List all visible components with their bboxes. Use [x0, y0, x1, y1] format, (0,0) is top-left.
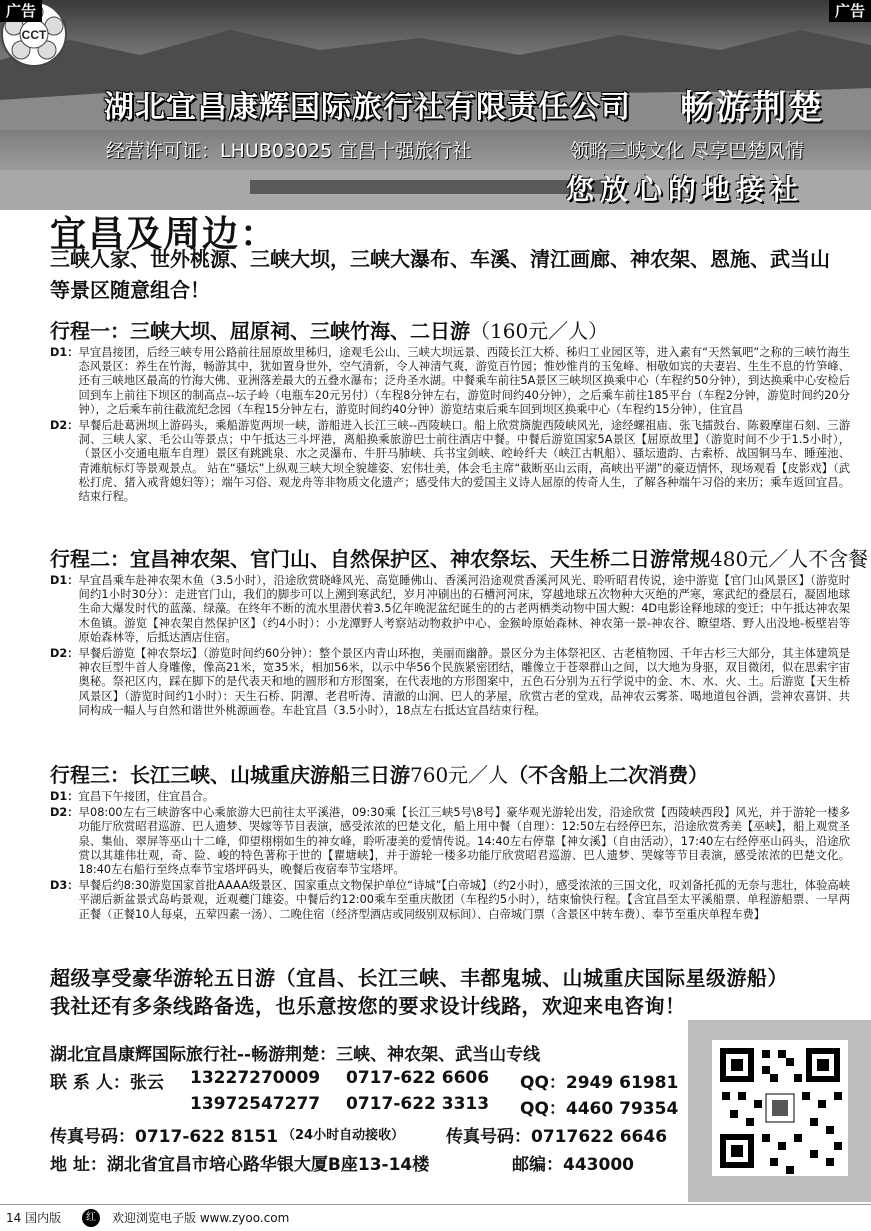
- license-text: 经营许可证：LHUB03025 宜昌十强旅行社: [106, 140, 472, 162]
- route-1: [50, 318, 850, 504]
- route-price-note: （不含船上二次消费）: [508, 763, 709, 787]
- itinerary-day: [50, 346, 850, 417]
- promo-custom: 我社还有多条线路备选，也乐意按您的要求设计线路，欢迎来电咨询！: [50, 994, 686, 1018]
- fax-row: [50, 1122, 690, 1147]
- day-label: D2：: [50, 647, 79, 661]
- route-name: 行程三：长江三峡、山城重庆游船三日游: [50, 763, 410, 787]
- footer-welcome: 欢迎浏览电子版 www.zyoo.com: [112, 1211, 290, 1225]
- fax-number: 传真号码：0717-622 8151: [50, 1127, 279, 1147]
- day-label: D3：: [50, 879, 79, 893]
- logo-text: CCT: [21, 28, 47, 42]
- itinerary-day: [50, 419, 850, 504]
- ad-tag-left: 广告: [0, 0, 42, 22]
- mobile-number: 13227270009: [190, 1068, 321, 1088]
- qq-number: QQ：4460 79354: [520, 1099, 679, 1119]
- day-label: D1：: [50, 790, 79, 803]
- day-label: D1：: [50, 346, 79, 359]
- route-name: 行程一：三峡大坝、屈原祠、三峡竹海、二日游: [50, 319, 470, 343]
- itinerary-day: [50, 574, 850, 645]
- route-3: [50, 762, 850, 922]
- day-text: 早餐后约8:30游览国家首批AAAA级景区、国家重点文物保护单位“诗城”【白帝城】（约2小时），感受浓浓的三国文化，叹刘备托孤的无奈与悲壮，体验高峡平湖后新盆景式岛屿景观，近观夔门雄姿。中餐后约12:00乘车至重庆散团（车程约5小时），结束愉快行程。【含宜昌至太平溪船票、单程游船票、一早两正餐（正餐10人每桌，五荤四素一汤）、二晚住宿（经济型酒店或同级别双标间）、白帝城门票（含景区中转车费）、奉节至重庆单程车费】: [78, 879, 850, 921]
- route-title: [50, 546, 869, 572]
- route-name: 行程二：宜昌神农架、官门山、自然保护区、神农祭坛、天生桥二日游常规: [50, 547, 710, 571]
- area-description: 三峡人家、世外桃源、三峡大坝，三峡大瀑布、车溪、清江画廊、神农架、恩施、武当山等景区随意组合！: [50, 247, 830, 302]
- postcode: 邮编：443000: [512, 1155, 634, 1175]
- slogan-main: 畅游荆楚: [680, 88, 824, 128]
- phone-number: 0717-622 6606: [346, 1068, 490, 1088]
- slogan-culture: 领略三峡文化 尽享巴楚风情: [570, 140, 805, 162]
- day-text: 早宜昌接团，后经三峡专用公路前往屈原故里秭归，途观毛公山、三峡大坝远景、西陵长江大桥、秭归工业园区等，进入素有“天然氧吧”之称的三峡竹海生态风景区：养生在竹海，畅游其中，犹如置身世外，空气清新，令人神清气爽，游览百竹园；惟妙惟肖的玉兔峰、相敬如宾的夫妻岩、生生不息的竹笋峰、还有三峡地区最高的竹海大佛、亚洲落差最大的五叠水瀑布；泛舟圣水湖。中餐乘车前往5A景区三峡坝区换乘中心（车程约50分钟），到达换乘中心安检后回到车上前往下坝区的制高点--坛子岭（电瓶车20元另付）（车程8分钟左右，游览时间约40分钟），之后乘车前往185平台（车程2分钟，游览时间约20分钟），之后乘车前往截流纪念园（车程15分钟左右，游览时间约40分钟）游览结束后乘车回到坝区换乘中心（车程约15分钟），住宜昌: [78, 346, 850, 416]
- wechat-qr-code: [688, 1020, 871, 1202]
- page-number: 14 国内版: [6, 1211, 62, 1225]
- day-text: 早餐后赴葛洲坝上游码头，乘船游览两坝一峡，游船进入长江三峡--西陵峡口。船上欣赏旖旎西陵峡风光，途经螺祖庙、张飞擂鼓台、陈毅摩崖石刻、三游洞、三峡人家、毛公山等景点；中午抵达三斗坪港，离船换乘旅游巴士前往酒店中餐。中餐后游览国家5A景区【屈原故里】（游览时间不少于1.5小时），（景区小交通电瓶车自理）景区有跳跳泉、水之灵瀑布、牛肝马肺峡、兵书宝剑峡、崆岭纤夫（峡江古帆船）、骚坛遗韵、古索桥、战国铜马车、睡莲池、青滩航标灯等景观景点。 站在“骚坛”上纵观三峡大坝全貌雄姿、宏伟壮美，体会毛主席“截断巫山云雨，高峡出平湖”的豪迈情怀，现场观看【皮影戏】（武松打虎、猪入戒背媳妇等）；端午习俗、观龙舟等非物质文化遗产；感受伟大的爱国主义诗人屈原的传奇人生，了解各种端午习俗的来历；乘车返回宜昌。结束行程。: [78, 419, 850, 504]
- ad-tag-right: 广告: [829, 0, 871, 22]
- slogan-reliable: 您放心的地接社: [566, 173, 805, 206]
- page-footer: [0, 1204, 871, 1231]
- phone-number: 0717-622 3313: [346, 1094, 490, 1114]
- day-label: D1：: [50, 574, 79, 587]
- mobile-number: 13972547277: [190, 1094, 321, 1114]
- qr-code-icon: [688, 1020, 871, 1202]
- fax-note: （24小时自动接收）: [282, 1128, 405, 1143]
- qq-number: QQ：2949 61981: [520, 1073, 679, 1093]
- route-price: 760元／人: [410, 763, 509, 787]
- day-text: 早餐后游览【神农祭坛】（游览时间约60分钟）：整个景区内青山环抱，美丽而幽静。景区分为主体祭祀区、古老植物园、千年古杉三大部分，其主体建筑是神农巨型牛首人身雕像，像高21米，宽35米，相加56米，以示中华56个民族紧密团结，雕像立于苍翠群山之间，以大地为身驱，双目微闭，似在思索宇宙奥秘。祭祀区内，踩在脚下的是代表天和地的圆形和方形图案，在代表地的方形图案中，五色石分别为五行学说中的金、木、水、火、土。后游览【天生桥风景区】（游览时间约1小时）：天生石桥、阴潭、老君听涛、清澈的山涧、巴人的茅屋，欣赏古老的堂戏，品神农云雾茶、喝地道包谷酒，尝神农喜饼、共同构成一幅人与自然和谐世外桃源画卷。车赴宜昌（3.5小时），18点左右抵达宜昌结束行程。: [78, 647, 850, 717]
- itinerary-day: [50, 806, 850, 877]
- company-name: 湖北宜昌康辉国际旅行社有限责任公司: [104, 90, 631, 125]
- itinerary-day: [50, 647, 850, 718]
- day-label: D2：: [50, 806, 79, 820]
- red-badge-icon: 红: [82, 1209, 100, 1227]
- address: 地 址：湖北省宜昌市培心路华银大厦B座13-14楼: [50, 1155, 430, 1175]
- contact-row-1: [50, 1068, 690, 1093]
- day-text: 早08:00左右三峡游客中心乘旅游大巴前往太平溪港，09:30乘【长江三峡5号\8号】豪华观光游轮出发，沿途欣赏【西陵峡西段】风光，并于游轮一楼多功能厅欣赏昭君巡游、巴人遗梦、哭嫁等节目表演，感受浓浓的巴楚文化，船上用中餐（自理）：12:50左右经停巴东，沿途欣赏秀美【巫峡】，船上观赏圣泉、集仙、翠屏等巫山十二峰，仰望栩栩如生的神女峰，聆听凄美的爱情传说。14:40左右停靠【神女溪】（自由活动），17:40左右经停巫山码头，沿途欣赏以其雄伟壮观，奇、险、峻的特色著称于世的【瞿塘峡】，并于游轮一楼多功能厅欣赏昭君巡游、巴人遗梦、哭嫁等节目表演，感受浓浓的巴楚文化。18:40左右船行至终点奉节宝塔坪码头，晚餐后夜宿奉节宝塔坪。: [78, 806, 850, 877]
- route-price: 480元／人不含餐: [710, 547, 869, 571]
- itinerary-day: [50, 790, 850, 804]
- day-label: D2：: [50, 419, 79, 433]
- day-text: 宜昌下午接团，住宜昌合。: [78, 790, 215, 803]
- route-price: （160元／人）: [470, 319, 609, 343]
- day-text: 早宜昌乘车赴神农架木鱼（3.5小时），沿途欣赏晓峰风光、高览睡佛山、香溪河沿途观赏香溪河风光、聆听昭君传说，途中游览【官门山风景区】（游览时间约1小时30分）：走进官门山，我们的脚步可以上溯到寒武纪，岁月冲刷出的石槽河河床，穿越地球五次物种大灭绝的严寒，寒武纪的叠层石，凝固地球生命大爆发时代的蓝藻、绿藻。在终年不断的流水里潜伏着3.5亿年晚泥盆纪诞生的的古老两栖类动物中国大鲵：4D电影诠释地球的变迁；中午抵达神农架木鱼镇。游览【神农架自然保护区】（约4小时）：小龙潭野人考察站动物救护中心、金猴岭原始森林、神农第一景-神农谷、瞭望塔、野人出没地-板壁岩等原始森林等，后抵达酒店住宿。: [78, 574, 850, 644]
- promo-cruise: 超级享受豪华游轮五日游（宜昌、长江三峡、丰都鬼城、山城重庆国际星级游船）: [50, 966, 788, 990]
- contact-header: 湖北宜昌康辉国际旅行社--畅游荆楚：三峡、神农架、武当山专线: [50, 1045, 541, 1065]
- itinerary-day: [50, 879, 850, 922]
- route-title: [50, 762, 850, 788]
- route-2: [50, 546, 869, 718]
- area-title: 宜昌及周边：: [50, 214, 279, 255]
- contact-row-2: [50, 1094, 690, 1119]
- header-banner: [0, 0, 871, 210]
- address-row: [50, 1150, 690, 1175]
- fax-number: 传真号码：0717622 6646: [446, 1127, 668, 1147]
- route-title: [50, 318, 850, 344]
- contact-person: 联 系 人：张云: [50, 1073, 164, 1093]
